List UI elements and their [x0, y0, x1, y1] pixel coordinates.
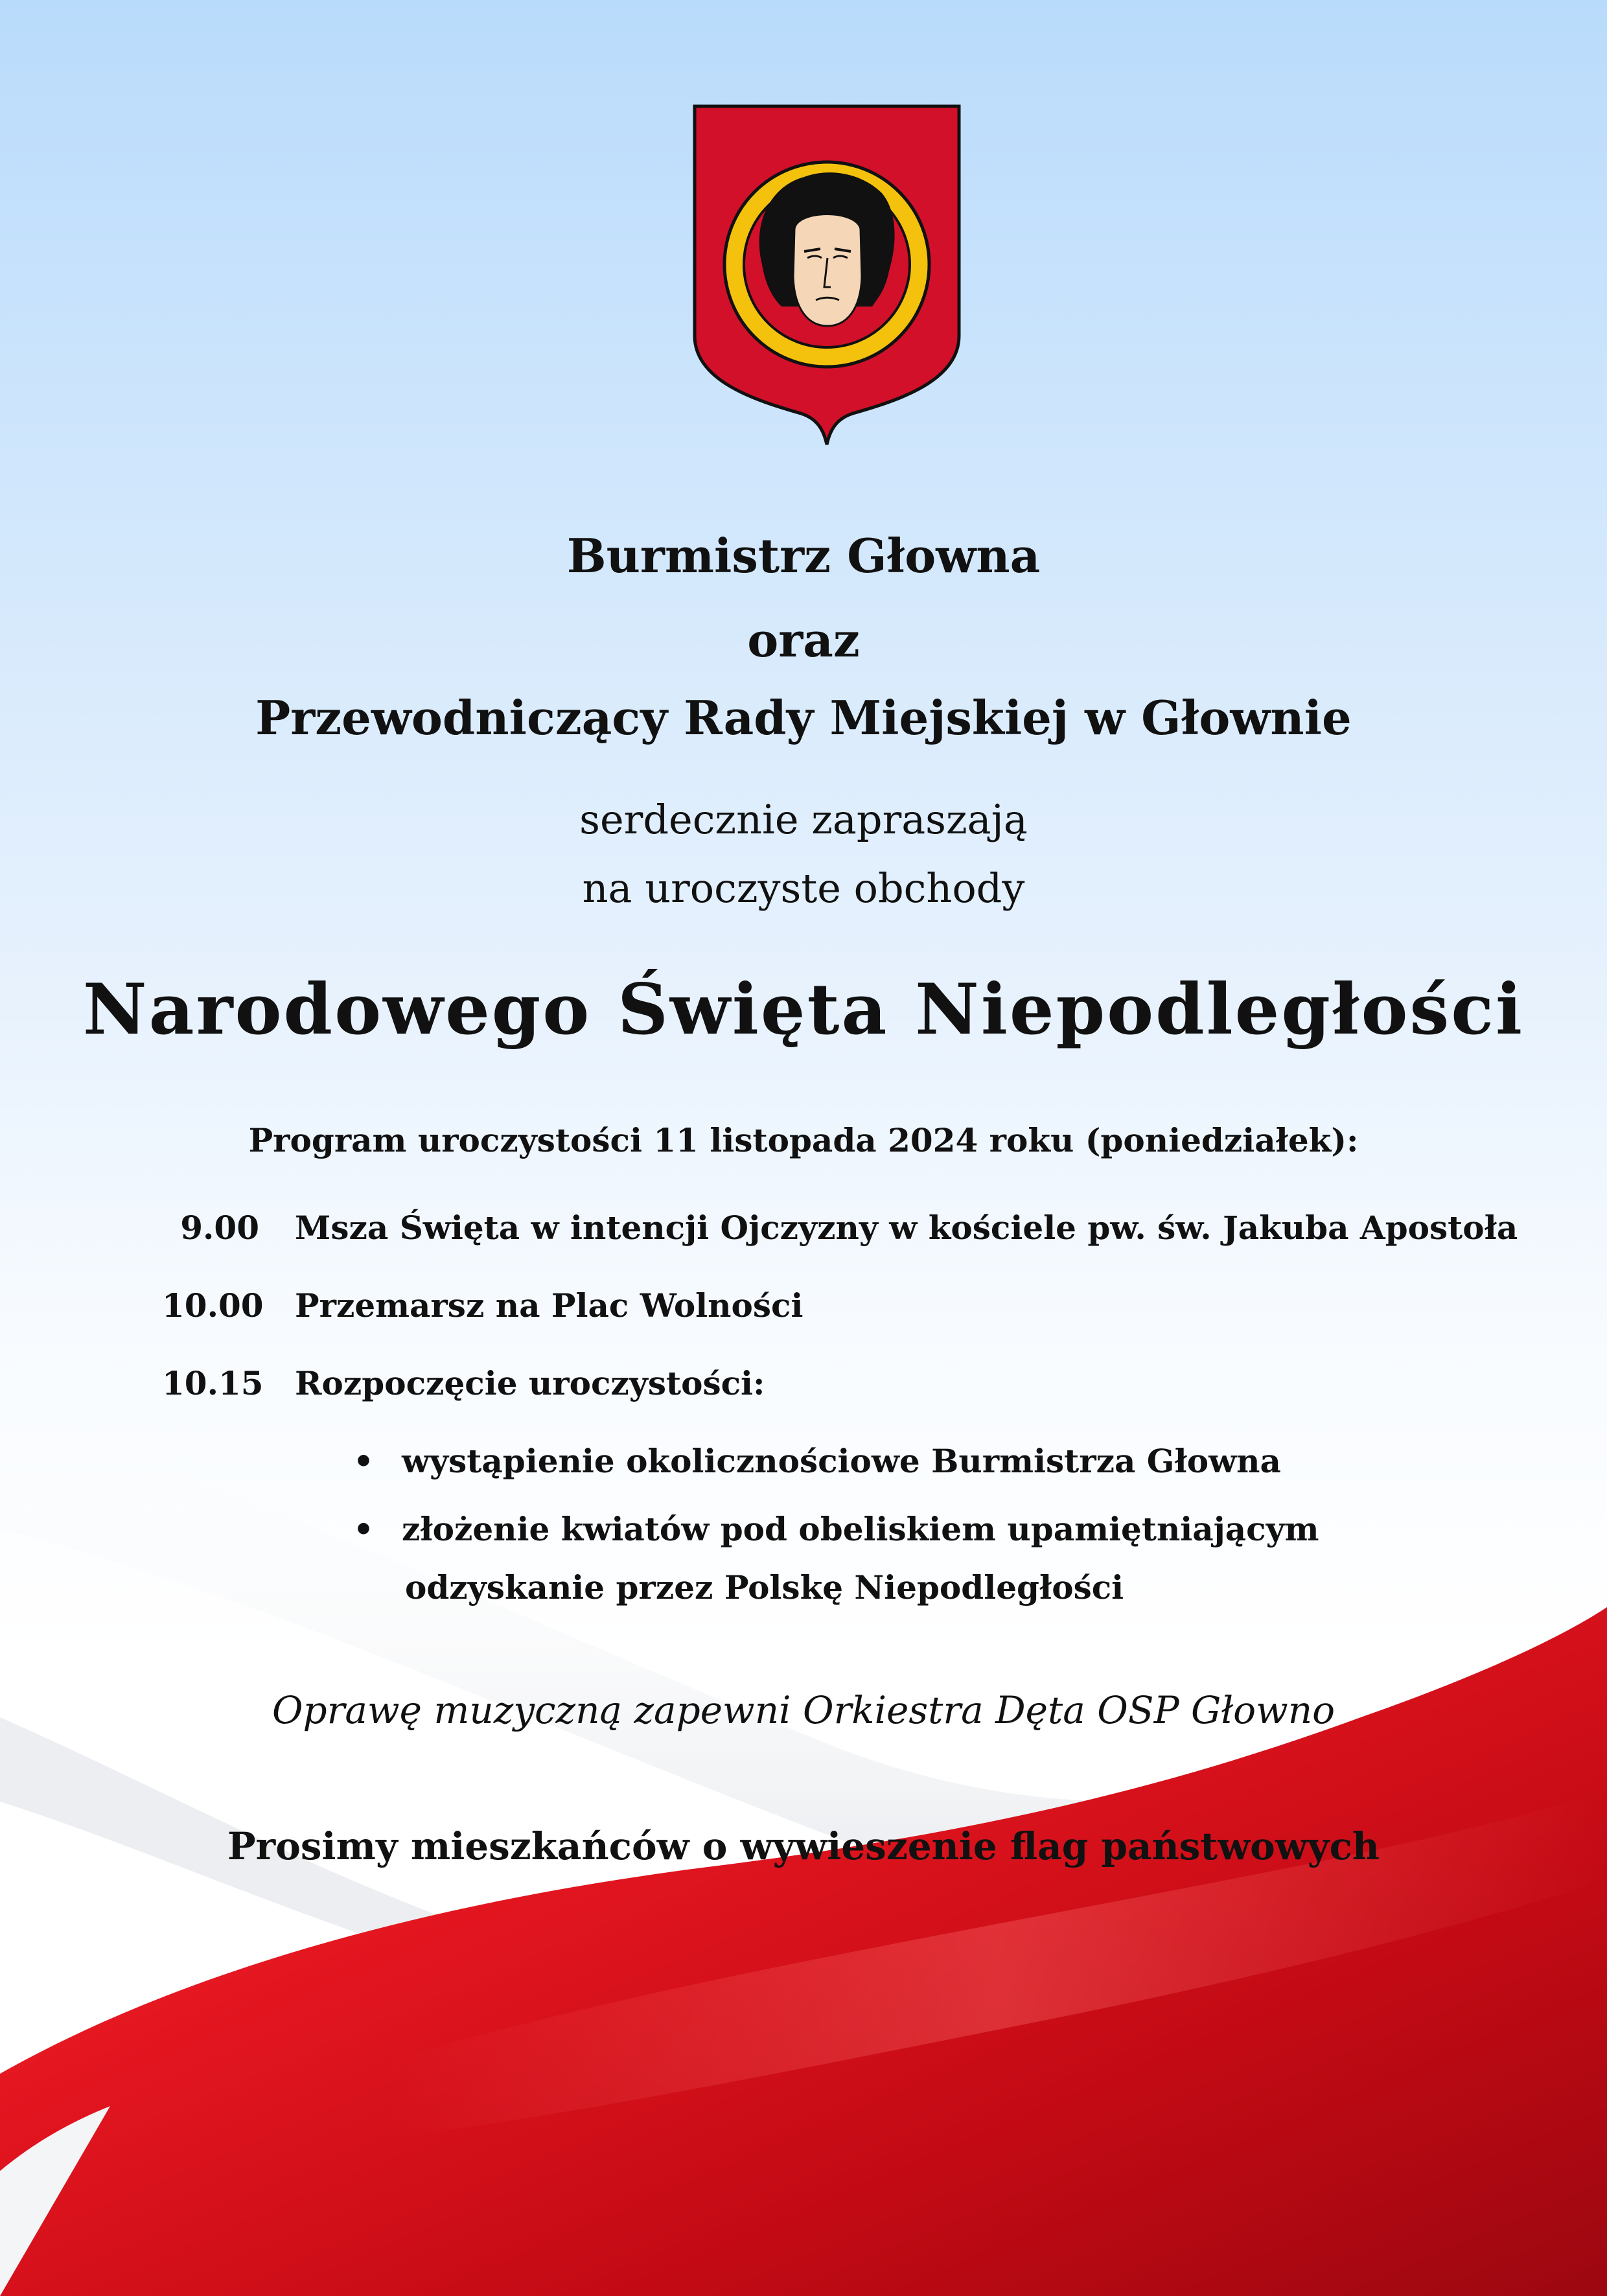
bullet-item-continuation: odzyskanie przez Polskę Niepodległości	[405, 1568, 1124, 1606]
invite-line-1: serdecznie zapraszają	[579, 796, 1028, 843]
closing-appeal: Prosimy mieszkańców o wywieszenie flag państwowych	[227, 1824, 1380, 1868]
program-item: Przemarsz na Plac Wolności	[295, 1286, 804, 1325]
event-title: Narodowego Święta Niepodległości	[82, 969, 1525, 1050]
program-time: 10.15	[162, 1364, 264, 1402]
program-time: 9.00	[180, 1209, 259, 1247]
program-heading: Program uroczystości 11 listopada 2024 roku (poniedziałek):	[248, 1121, 1359, 1159]
header-line-3: Przewodniczący Rady Miejskiej w Głownie	[255, 690, 1352, 745]
invite-line-2: na uroczyste obchody	[582, 864, 1025, 912]
bullet-item: wystąpienie okolicznościowe Burmistrza Głowna	[402, 1442, 1281, 1480]
coat-of-arms-icon	[691, 102, 963, 449]
bullet-item: złożenie kwiatów pod obeliskiem upamiętniającym	[402, 1510, 1319, 1548]
header-line-1: Burmistrz Głowna	[566, 528, 1041, 583]
header-line-2: oraz	[747, 612, 860, 667]
program-time: 10.00	[162, 1286, 264, 1325]
bullet-icon: •	[353, 1510, 374, 1548]
music-note: Oprawę muzyczną zapewni Orkiestra Dęta OSP Głowno	[272, 1688, 1335, 1732]
program-item: Msza Święta w intencji Ojczyzny w kościele pw. św. Jakuba Apostoła	[295, 1209, 1518, 1247]
bullet-icon: •	[353, 1442, 374, 1480]
program-item: Rozpoczęcie uroczystości:	[295, 1364, 765, 1402]
